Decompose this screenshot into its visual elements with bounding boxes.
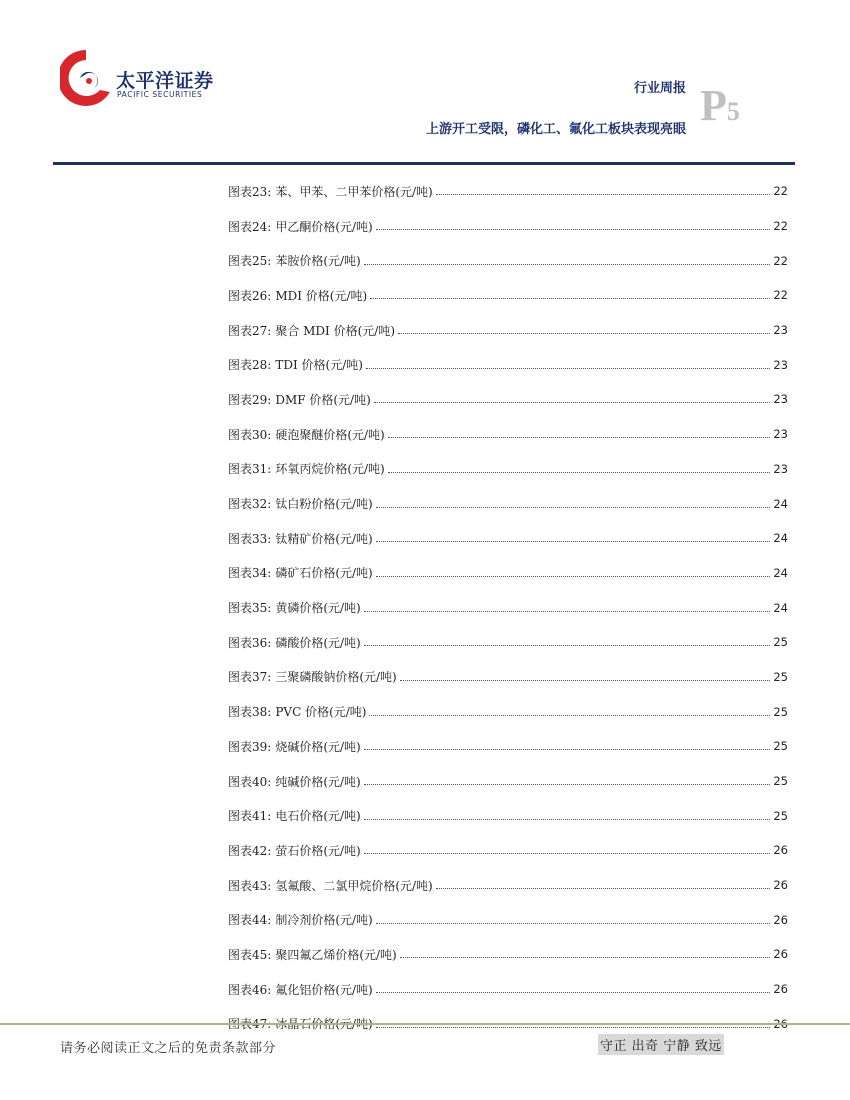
toc-leader-dots (400, 956, 771, 958)
page-number: 5 (726, 97, 740, 126)
toc-entry[interactable] (228, 382, 788, 417)
toc-entry[interactable] (228, 868, 788, 903)
toc-entry-label: 图表26: (228, 288, 272, 303)
toc-entry[interactable] (228, 243, 788, 278)
toc-entry-text: 钛精矿价格(元/吨) (275, 531, 373, 546)
toc-entry-label: 图表28: (228, 358, 272, 373)
toc-entry[interactable] (228, 764, 788, 799)
toc-entry-title (228, 564, 373, 581)
toc-entry-text: 三聚磷酸钠价格(元/吨) (275, 670, 397, 685)
toc-entry-page: 23 (773, 392, 788, 407)
toc-leader-dots (376, 506, 771, 508)
toc-entry-label: 图表45: (228, 947, 272, 962)
toc-entry-title (228, 495, 373, 512)
toc-entry[interactable] (228, 521, 788, 556)
toc-entry-title (228, 946, 397, 963)
toc-entry-page: 26 (773, 878, 788, 893)
toc-leader-dots (364, 610, 771, 612)
toc-leader-dots (366, 367, 770, 369)
footer-motto: 守正 出奇 宁静 致远 (598, 1034, 724, 1055)
toc-leader-dots (374, 401, 771, 403)
toc-entry-label: 图表37: (228, 670, 272, 685)
toc-entry-text: 聚合 MDI 价格(元/吨) (275, 323, 396, 338)
toc-entry-title (228, 287, 367, 304)
toc-entry[interactable] (228, 729, 788, 764)
toc-entry-page: 23 (773, 427, 788, 442)
toc-leader-dots (364, 263, 771, 265)
toc-entry-label: 图表32: (228, 497, 272, 512)
toc-entry-text: 磷酸价格(元/吨) (275, 635, 361, 650)
toc-entry[interactable] (228, 556, 788, 591)
toc-entry-page: 23 (773, 357, 788, 372)
toc-entry[interactable] (228, 278, 788, 313)
toc-entry-label: 图表36: (228, 635, 272, 650)
toc-entry[interactable] (228, 625, 788, 660)
toc-entry-label: 图表41: (228, 809, 272, 824)
toc-entry-title (228, 981, 373, 998)
toc-leader-dots (388, 471, 771, 473)
toc-entry[interactable] (228, 417, 788, 452)
toc-leader-dots (376, 1026, 771, 1028)
toc-leader-dots (398, 332, 770, 334)
toc-entry-label: 图表44: (228, 913, 272, 928)
toc-entry-label: 图表35: (228, 601, 272, 616)
toc-entry-title (228, 252, 361, 269)
toc-entry[interactable] (228, 486, 788, 521)
toc-entry-label: 图表42: (228, 843, 272, 858)
toc-leader-dots (376, 991, 771, 993)
toc-entry-page: 25 (773, 739, 788, 754)
toc-entry-label: 图表46: (228, 982, 272, 997)
footer-rule (0, 1023, 850, 1025)
toc-entry-page: 26 (773, 947, 788, 962)
toc-entry-text: TDI 价格(元/吨) (275, 358, 363, 373)
toc-entry-title (228, 183, 433, 200)
toc-entry-label: 图表29: (228, 392, 272, 407)
toc-entry-title (228, 218, 373, 235)
toc-leader-dots (369, 714, 770, 716)
toc-entry[interactable] (228, 209, 788, 244)
toc-entry-title (228, 460, 385, 477)
toc-entry-label: 图表31: (228, 462, 272, 477)
toc-entry-text: 氢氟酸、二氯甲烷价格(元/吨) (275, 878, 433, 893)
toc-entry-title (228, 668, 397, 685)
toc-entry-text: 环氧丙烷价格(元/吨) (275, 462, 385, 477)
toc-entry-page: 22 (773, 219, 788, 234)
toc-entry-page: 24 (773, 496, 788, 511)
toc-entry-page: 25 (773, 808, 788, 823)
toc-leader-dots (436, 887, 771, 889)
logo-text-en: PACIFIC SECURITIES (117, 90, 203, 99)
toc-entry-title (228, 391, 371, 408)
toc-entry-label: 图表39: (228, 739, 272, 754)
toc-entry-title (228, 703, 366, 720)
toc-entry[interactable] (228, 798, 788, 833)
toc-entry-title (228, 911, 373, 928)
report-type: 行业周报 (633, 81, 686, 96)
toc-entry-text: MDI 价格(元/吨) (275, 288, 368, 303)
toc-entry-page: 22 (773, 288, 788, 303)
toc-leader-dots (376, 540, 771, 542)
toc-entry-title (228, 773, 361, 790)
toc-entry[interactable] (228, 174, 788, 209)
logo-text-cn: 太平洋证券 (116, 70, 214, 92)
toc-entry-label: 图表33: (228, 531, 272, 546)
toc-entry-title (228, 634, 361, 651)
toc-entry-text: 甲乙酮价格(元/吨) (275, 219, 373, 234)
toc-entry-page: 25 (773, 635, 788, 650)
toc-entry[interactable] (228, 347, 788, 382)
page-number-mark (700, 80, 740, 131)
toc-entry-title (228, 599, 361, 616)
toc-entry-title (228, 356, 363, 373)
toc-entry-label: 图表24: (228, 219, 272, 234)
toc-entry-title (228, 842, 361, 859)
logo-emblem-icon (60, 44, 112, 114)
toc-entry-page: 24 (773, 531, 788, 546)
toc-entry-page: 25 (773, 669, 788, 684)
toc-entry[interactable] (228, 694, 788, 729)
toc-leader-dots (376, 922, 771, 924)
toc-leader-dots (364, 852, 771, 854)
toc-entry-title (228, 738, 361, 755)
toc-entry-label: 图表27: (228, 323, 272, 338)
toc-leader-dots (376, 575, 771, 577)
toc-leader-dots (364, 783, 771, 785)
company-logo (60, 44, 230, 114)
toc-entry-title (228, 807, 361, 824)
toc-entry-page: 22 (773, 184, 788, 199)
toc-entry-label: 图表23: (228, 184, 272, 199)
footer-disclaimer: 请务必阅读正文之后的免责条款部分 (60, 1041, 277, 1056)
toc-entry-page: 25 (773, 704, 788, 719)
toc-leader-dots (364, 818, 771, 820)
toc-entry[interactable] (228, 902, 788, 937)
toc-entry[interactable] (228, 972, 788, 1007)
toc-entry-page: 24 (773, 565, 788, 580)
toc-entry-text: 钛白粉价格(元/吨) (275, 497, 373, 512)
toc-entry-text: 黄磷价格(元/吨) (275, 601, 361, 616)
header-rule (53, 162, 795, 165)
toc-entry-label: 图表34: (228, 566, 272, 581)
toc-entry-text: 纯碱价格(元/吨) (275, 774, 361, 789)
toc-leader-dots (400, 679, 771, 681)
toc-leader-dots (388, 436, 771, 438)
toc-entry[interactable] (228, 660, 788, 695)
page-letter: P (700, 81, 727, 130)
toc-leader-dots (364, 644, 771, 646)
toc-entry-label: 图表43: (228, 878, 272, 893)
toc-entry-label: 图表25: (228, 254, 272, 269)
toc-entry-text: PVC 价格(元/吨) (275, 705, 367, 720)
toc-entry-page: 26 (773, 843, 788, 858)
toc-leader-dots (370, 297, 770, 299)
toc-entry-title (228, 877, 433, 894)
toc-entry-text: 制冷剂价格(元/吨) (275, 913, 373, 928)
toc-entry-page: 26 (773, 912, 788, 927)
toc-entry-text: 聚四氟乙烯价格(元/吨) (275, 947, 397, 962)
toc-entry-text: 苯胺价格(元/吨) (275, 254, 361, 269)
toc-entry[interactable] (228, 590, 788, 625)
toc-entry-label: 图表30: (228, 427, 272, 442)
toc-entry-text: 氟化铝价格(元/吨) (275, 982, 373, 997)
toc-entry-title (228, 530, 373, 547)
toc-entry-label: 图表38: (228, 705, 272, 720)
toc-entry-text: 萤石价格(元/吨) (275, 843, 361, 858)
toc-entry-label: 图表40: (228, 774, 272, 789)
toc-entry-page: 24 (773, 600, 788, 615)
table-of-figures (228, 174, 788, 1041)
toc-entry-text: 电石价格(元/吨) (275, 809, 361, 824)
toc-entry-page: 23 (773, 461, 788, 476)
toc-entry[interactable] (228, 833, 788, 868)
toc-entry[interactable] (228, 937, 788, 972)
toc-leader-dots (376, 228, 771, 230)
toc-entry-text: 硬泡聚醚价格(元/吨) (275, 427, 385, 442)
toc-entry[interactable] (228, 313, 788, 348)
toc-entry-text: 磷矿石价格(元/吨) (275, 566, 373, 581)
toc-entry-page: 26 (773, 982, 788, 997)
toc-entry-page: 23 (773, 323, 788, 338)
toc-entry-text: 苯、甲苯、二甲苯价格(元/吨) (275, 184, 433, 199)
report-title: 上游开工受限，磷化工、氟化工板块表现亮眼 (425, 122, 686, 137)
toc-leader-dots (364, 748, 771, 750)
toc-entry[interactable] (228, 452, 788, 487)
toc-entry-title (228, 322, 395, 339)
toc-entry-text: 烧碱价格(元/吨) (275, 739, 361, 754)
toc-entry-title (228, 426, 385, 443)
toc-entry-page: 25 (773, 774, 788, 789)
toc-entry-page: 22 (773, 253, 788, 268)
toc-leader-dots (436, 193, 771, 195)
toc-entry-text: DMF 价格(元/吨) (275, 392, 371, 407)
